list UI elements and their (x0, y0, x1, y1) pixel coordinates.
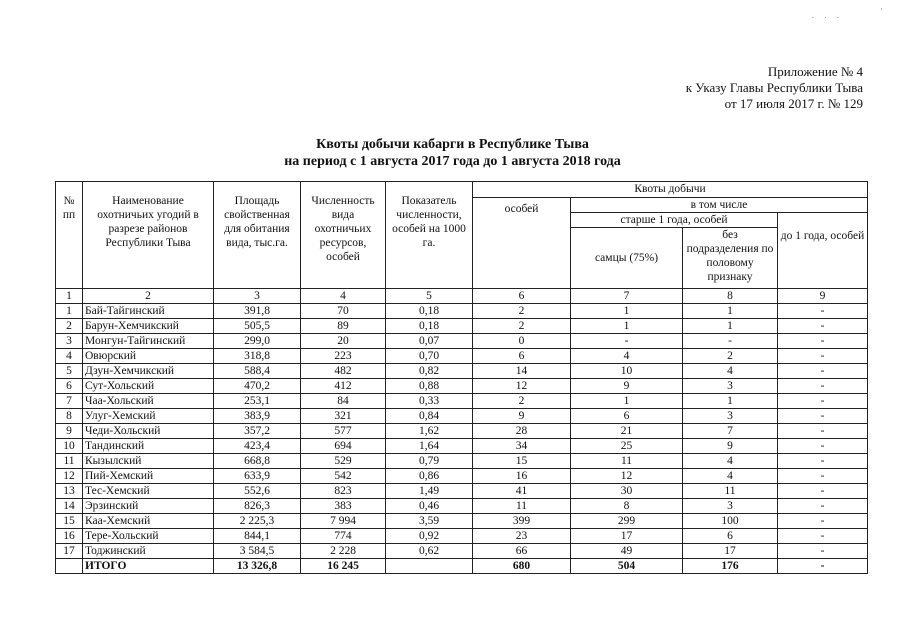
cell-under1: - (778, 364, 868, 379)
cell-area: 844,1 (214, 529, 301, 544)
cell-population: 16 245 (301, 559, 386, 574)
cell-area: 299,0 (214, 334, 301, 349)
cell-density: 0,79 (386, 454, 473, 469)
cell-area: 470,2 (214, 379, 301, 394)
cell-no-sex: 3 (683, 379, 778, 394)
cell-density: 0,46 (386, 499, 473, 514)
cell-males: 1 (571, 319, 683, 334)
cell-area: 588,4 (214, 364, 301, 379)
cell-under1: - (778, 349, 868, 364)
cell-density: 0,62 (386, 544, 473, 559)
cell-males: 10 (571, 364, 683, 379)
cell-no-sex: 4 (683, 469, 778, 484)
cell-under1: - (778, 319, 868, 334)
cell-area: 668,8 (214, 454, 301, 469)
cell-under1: - (778, 529, 868, 544)
cell-population: 70 (301, 304, 386, 319)
cell-district-name: Тес-Хемский (83, 484, 214, 499)
cell-no-sex: 6 (683, 529, 778, 544)
cell-row-number: 15 (56, 514, 83, 529)
header-population: Численность вида охотничьих ресурсов, особей (301, 182, 386, 289)
cell-population: 383 (301, 499, 386, 514)
cell-quota: 14 (473, 364, 571, 379)
cell-males: 504 (571, 559, 683, 574)
cell-district-name: Чеди-Хольский (83, 424, 214, 439)
column-number: 3 (214, 289, 301, 304)
cell-quota: 12 (473, 379, 571, 394)
cell-row-number: 8 (56, 409, 83, 424)
table-row (56, 514, 868, 529)
annex-header (686, 64, 863, 112)
cell-density: 1,64 (386, 439, 473, 454)
column-number: 7 (571, 289, 683, 304)
annex-decree: к Указу Главы Республики Тыва (685, 80, 863, 95)
cell-population: 482 (301, 364, 386, 379)
cell-under1: - (778, 499, 868, 514)
column-number-row (56, 289, 868, 304)
cell-area: 552,6 (214, 484, 301, 499)
cell-area: 253,1 (214, 394, 301, 409)
column-number: 4 (301, 289, 386, 304)
cell-area: 357,2 (214, 424, 301, 439)
cell-no-sex: 1 (683, 394, 778, 409)
cell-no-sex: 11 (683, 484, 778, 499)
cell-males: 4 (571, 349, 683, 364)
cell-density: 0,86 (386, 469, 473, 484)
cell-no-sex: 7 (683, 424, 778, 439)
cell-males: 1 (571, 304, 683, 319)
cell-district-name: Дзун-Хемчикский (83, 364, 214, 379)
cell-under1: - (778, 394, 868, 409)
cell-no-sex: 1 (683, 304, 778, 319)
table-header (56, 182, 868, 289)
cell-density (386, 559, 473, 574)
cell-district-name: Тере-Хольский (83, 529, 214, 544)
cell-row-number: 7 (56, 394, 83, 409)
table-row (56, 394, 868, 409)
cell-males: 12 (571, 469, 683, 484)
cell-under1: - (778, 514, 868, 529)
cell-population: 529 (301, 454, 386, 469)
cell-quota: 16 (473, 469, 571, 484)
cell-population: 2 228 (301, 544, 386, 559)
cell-row-number: 10 (56, 439, 83, 454)
cell-quota: 23 (473, 529, 571, 544)
cell-district-name: Бай-Тайгинский (83, 304, 214, 319)
cell-quota: 11 (473, 499, 571, 514)
column-number: 8 (683, 289, 778, 304)
header-males: самцы (75%) (571, 228, 683, 289)
cell-area: 505,5 (214, 319, 301, 334)
cell-area: 423,4 (214, 439, 301, 454)
cell-row-number: 9 (56, 424, 83, 439)
header-individuals: особей (473, 198, 571, 289)
cell-population: 20 (301, 334, 386, 349)
cell-row-number: 6 (56, 379, 83, 394)
header-no-sex: без подразделения по половому признаку (683, 228, 778, 289)
cell-no-sex: 9 (683, 439, 778, 454)
cell-area: 826,3 (214, 499, 301, 514)
cell-males: 6 (571, 409, 683, 424)
cell-males: 299 (571, 514, 683, 529)
cell-under1: - (778, 424, 868, 439)
cell-males: 11 (571, 454, 683, 469)
cell-district-name: Чаа-Хольский (83, 394, 214, 409)
header-quota: Квоты добычи (473, 182, 868, 198)
cell-males: - (571, 334, 683, 349)
column-number: 2 (83, 289, 214, 304)
cell-population: 321 (301, 409, 386, 424)
cell-area: 633,9 (214, 469, 301, 484)
cell-under1: - (778, 454, 868, 469)
cell-under1: - (778, 559, 868, 574)
cell-quota: 0 (473, 334, 571, 349)
table-row (56, 454, 868, 469)
cell-row-number: 5 (56, 364, 83, 379)
cell-under1: - (778, 469, 868, 484)
table-row (56, 364, 868, 379)
cell-males: 25 (571, 439, 683, 454)
cell-population: 823 (301, 484, 386, 499)
cell-row-number: 17 (56, 544, 83, 559)
cell-density: 0,33 (386, 394, 473, 409)
cell-quota: 680 (473, 559, 571, 574)
cell-density: 3,59 (386, 514, 473, 529)
cell-district-name: Тандинский (83, 439, 214, 454)
scan-artifact-mark: · (880, 4, 883, 14)
cell-under1: - (778, 304, 868, 319)
scan-artifact-dots: . . . (811, 10, 843, 20)
cell-density: 0,18 (386, 304, 473, 319)
cell-no-sex: 17 (683, 544, 778, 559)
header-including: в том числе (571, 198, 868, 213)
table-total-row (56, 559, 868, 574)
cell-area: 391,8 (214, 304, 301, 319)
cell-population: 89 (301, 319, 386, 334)
table-row (56, 424, 868, 439)
cell-density: 0,92 (386, 529, 473, 544)
cell-row-number (56, 559, 83, 574)
title-line-1: Квоты добычи кабарги в Республике Тыва (316, 137, 589, 152)
table-row (56, 349, 868, 364)
cell-row-number: 2 (56, 319, 83, 334)
table-row (56, 544, 868, 559)
document-title (0, 136, 905, 170)
cell-quota: 2 (473, 304, 571, 319)
cell-district-name: Барун-Хемчикский (83, 319, 214, 334)
table-row (56, 499, 868, 514)
cell-under1: - (778, 379, 868, 394)
cell-district-name: Кызылский (83, 454, 214, 469)
cell-quota: 2 (473, 394, 571, 409)
cell-row-number: 4 (56, 349, 83, 364)
cell-district-name: Тоджинский (83, 544, 214, 559)
cell-area: 13 326,8 (214, 559, 301, 574)
cell-no-sex: 4 (683, 454, 778, 469)
cell-row-number: 12 (56, 469, 83, 484)
annex-date: от 17 июля 2017 г. № 129 (724, 96, 863, 111)
cell-row-number: 3 (56, 334, 83, 349)
cell-no-sex: 176 (683, 559, 778, 574)
cell-quota: 399 (473, 514, 571, 529)
cell-under1: - (778, 439, 868, 454)
cell-area: 383,9 (214, 409, 301, 424)
cell-row-number: 1 (56, 304, 83, 319)
cell-row-number: 16 (56, 529, 83, 544)
cell-quota: 66 (473, 544, 571, 559)
cell-district-name: Улуг-Хемский (83, 409, 214, 424)
cell-population: 577 (301, 424, 386, 439)
cell-quota: 15 (473, 454, 571, 469)
table-row (56, 319, 868, 334)
column-number: 5 (386, 289, 473, 304)
cell-density: 0,82 (386, 364, 473, 379)
title-line-2: на период с 1 августа 2017 года до 1 августа 2018 года (284, 154, 621, 169)
cell-males: 8 (571, 499, 683, 514)
cell-under1: - (778, 544, 868, 559)
header-under1: до 1 года, особей (778, 213, 868, 289)
header-name: Наименование охотничьих угодий в разрезе районов Республики Тыва (83, 182, 214, 289)
cell-density: 1,49 (386, 484, 473, 499)
cell-population: 223 (301, 349, 386, 364)
cell-density: 0,70 (386, 349, 473, 364)
cell-males: 1 (571, 394, 683, 409)
cell-under1: - (778, 334, 868, 349)
cell-under1: - (778, 484, 868, 499)
header-older: старше 1 года, особей (571, 213, 778, 228)
cell-males: 21 (571, 424, 683, 439)
header-area: Площадь свойственная для обитания вида, тыс.га. (214, 182, 301, 289)
table-row (56, 439, 868, 454)
cell-males: 49 (571, 544, 683, 559)
cell-quota: 2 (473, 319, 571, 334)
cell-quota: 34 (473, 439, 571, 454)
cell-density: 1,62 (386, 424, 473, 439)
table-row (56, 469, 868, 484)
cell-no-sex: - (683, 334, 778, 349)
cell-no-sex: 1 (683, 319, 778, 334)
column-number: 6 (473, 289, 571, 304)
cell-quota: 9 (473, 409, 571, 424)
cell-males: 9 (571, 379, 683, 394)
cell-males: 17 (571, 529, 683, 544)
table-row (56, 334, 868, 349)
cell-population: 694 (301, 439, 386, 454)
cell-district-name: Пий-Хемский (83, 469, 214, 484)
cell-population: 774 (301, 529, 386, 544)
cell-quota: 41 (473, 484, 571, 499)
cell-under1: - (778, 409, 868, 424)
cell-row-number: 14 (56, 499, 83, 514)
cell-quota: 28 (473, 424, 571, 439)
cell-district-name: Каа-Хемский (83, 514, 214, 529)
header-density: Показатель численности, особей на 1000 га. (386, 182, 473, 289)
cell-density: 0,84 (386, 409, 473, 424)
table-row (56, 304, 868, 319)
cell-no-sex: 4 (683, 364, 778, 379)
column-number: 9 (778, 289, 868, 304)
cell-no-sex: 100 (683, 514, 778, 529)
cell-population: 542 (301, 469, 386, 484)
table-row (56, 379, 868, 394)
annex-number: Приложение № 4 (767, 64, 863, 79)
table-body (56, 289, 868, 574)
cell-district-name: ИТОГО (83, 559, 214, 574)
cell-district-name: Сут-Хольский (83, 379, 214, 394)
cell-no-sex: 3 (683, 409, 778, 424)
cell-district-name: Монгун-Тайгинский (83, 334, 214, 349)
header-num: № пп (56, 182, 83, 289)
table-row (56, 484, 868, 499)
cell-district-name: Эрзинский (83, 499, 214, 514)
cell-quota: 6 (473, 349, 571, 364)
cell-no-sex: 3 (683, 499, 778, 514)
cell-row-number: 11 (56, 454, 83, 469)
cell-no-sex: 2 (683, 349, 778, 364)
cell-males: 30 (571, 484, 683, 499)
cell-density: 0,18 (386, 319, 473, 334)
cell-population: 84 (301, 394, 386, 409)
cell-row-number: 13 (56, 484, 83, 499)
cell-population: 7 994 (301, 514, 386, 529)
cell-density: 0,88 (386, 379, 473, 394)
table-row (56, 409, 868, 424)
cell-area: 2 225,3 (214, 514, 301, 529)
quota-table (55, 181, 868, 574)
table-row (56, 529, 868, 544)
cell-area: 3 584,5 (214, 544, 301, 559)
column-number: 1 (56, 289, 83, 304)
cell-district-name: Овюрский (83, 349, 214, 364)
cell-density: 0,07 (386, 334, 473, 349)
cell-area: 318,8 (214, 349, 301, 364)
cell-population: 412 (301, 379, 386, 394)
